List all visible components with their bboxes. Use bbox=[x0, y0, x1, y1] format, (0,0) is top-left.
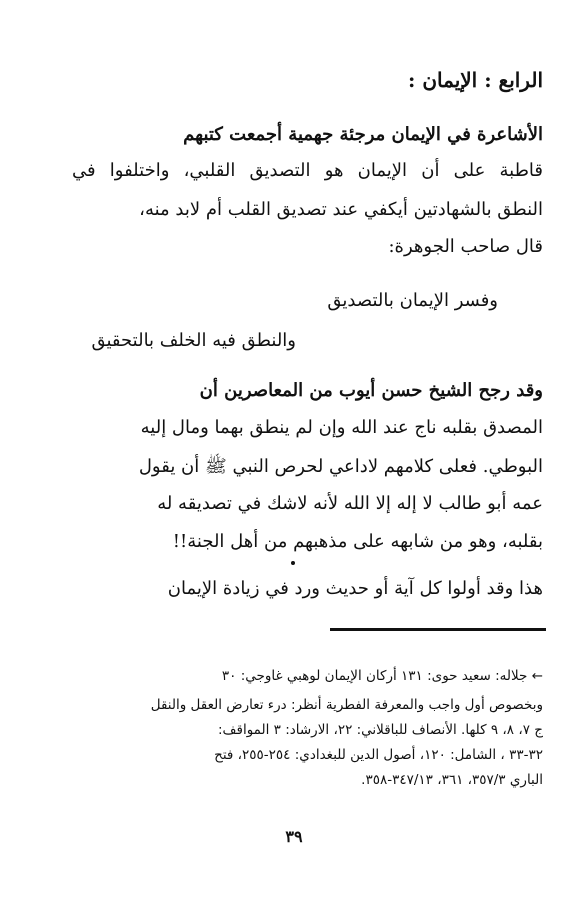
paragraph1-line3: النطق بالشهادتين أيكفي عند تصديق القلب أم لابد منه، bbox=[139, 199, 543, 220]
footnote-line5: الباري ٣٥٧/٣، ٣٦١، ٣٤٧/١٣-٣٥٨. bbox=[361, 772, 543, 788]
footnote-line4: ٣٢-٣٣ ، الشامل: ١٢٠، أصول الدين للبغدادي: ٢٥٤-٢٥٥، فتح bbox=[214, 747, 543, 763]
paragraph3-line1: هذا وقد أولوا كل آية أو حديث ورد في زيادة الإيمان bbox=[167, 578, 543, 599]
decorative-dot bbox=[291, 561, 295, 565]
page-number: ٣٩ bbox=[285, 827, 303, 846]
paragraph1-line2: قاطبة على أن الإيمان هو التصديق القلبي، واختلفوا في bbox=[72, 160, 543, 181]
footnote-line1: ← جلاله: سعيد حوى: ١٣١ أركان الإيمان لوهبي غاوجي: ٣٠ bbox=[221, 668, 543, 684]
paragraph1-line4: قال صاحب الجوهرة: bbox=[388, 236, 543, 257]
paragraph2-line1: وقد رجح الشيخ حسن أيوب من المعاصرين أن bbox=[199, 380, 543, 401]
paragraph2-line2: المصدق بقلبه ناج عند الله وإن لم ينطق بهما ومال إليه bbox=[140, 417, 543, 438]
footnote-divider bbox=[330, 628, 546, 631]
paragraph2-line4: عمه أبو طالب لا إله إلا الله لأنه لاشك في تصديقه له bbox=[157, 493, 543, 514]
footnote-line3: ج ٧، ٨، ٩ كلها. الأنصاف للباقلاني: ٢٢، الارشاد: ٣ المواقف: bbox=[217, 722, 543, 738]
verse-line1: وفسر الإيمان بالتصديق bbox=[327, 290, 498, 311]
footnote-line2: وبخصوص أول واجب والمعرفة الفطرية أنظر: درء تعارض العقل والنقل bbox=[150, 697, 543, 713]
paragraph2-line3: البوطي. فعلى كلامهم لاداعي لحرص النبي ﷺ أن يقول bbox=[138, 456, 543, 477]
paragraph2-line5: بقلبه، وهو من شابهه على مذهبهم من أهل الجنة!! bbox=[172, 531, 543, 552]
verse-line2: والنطق فيه الخلف بالتحقيق bbox=[91, 330, 296, 351]
section-heading: الرابع : الإيمان : bbox=[408, 68, 543, 92]
paragraph1-line1: الأشاعرة في الإيمان مرجئة جهمية أجمعت كتبهم bbox=[183, 124, 543, 145]
